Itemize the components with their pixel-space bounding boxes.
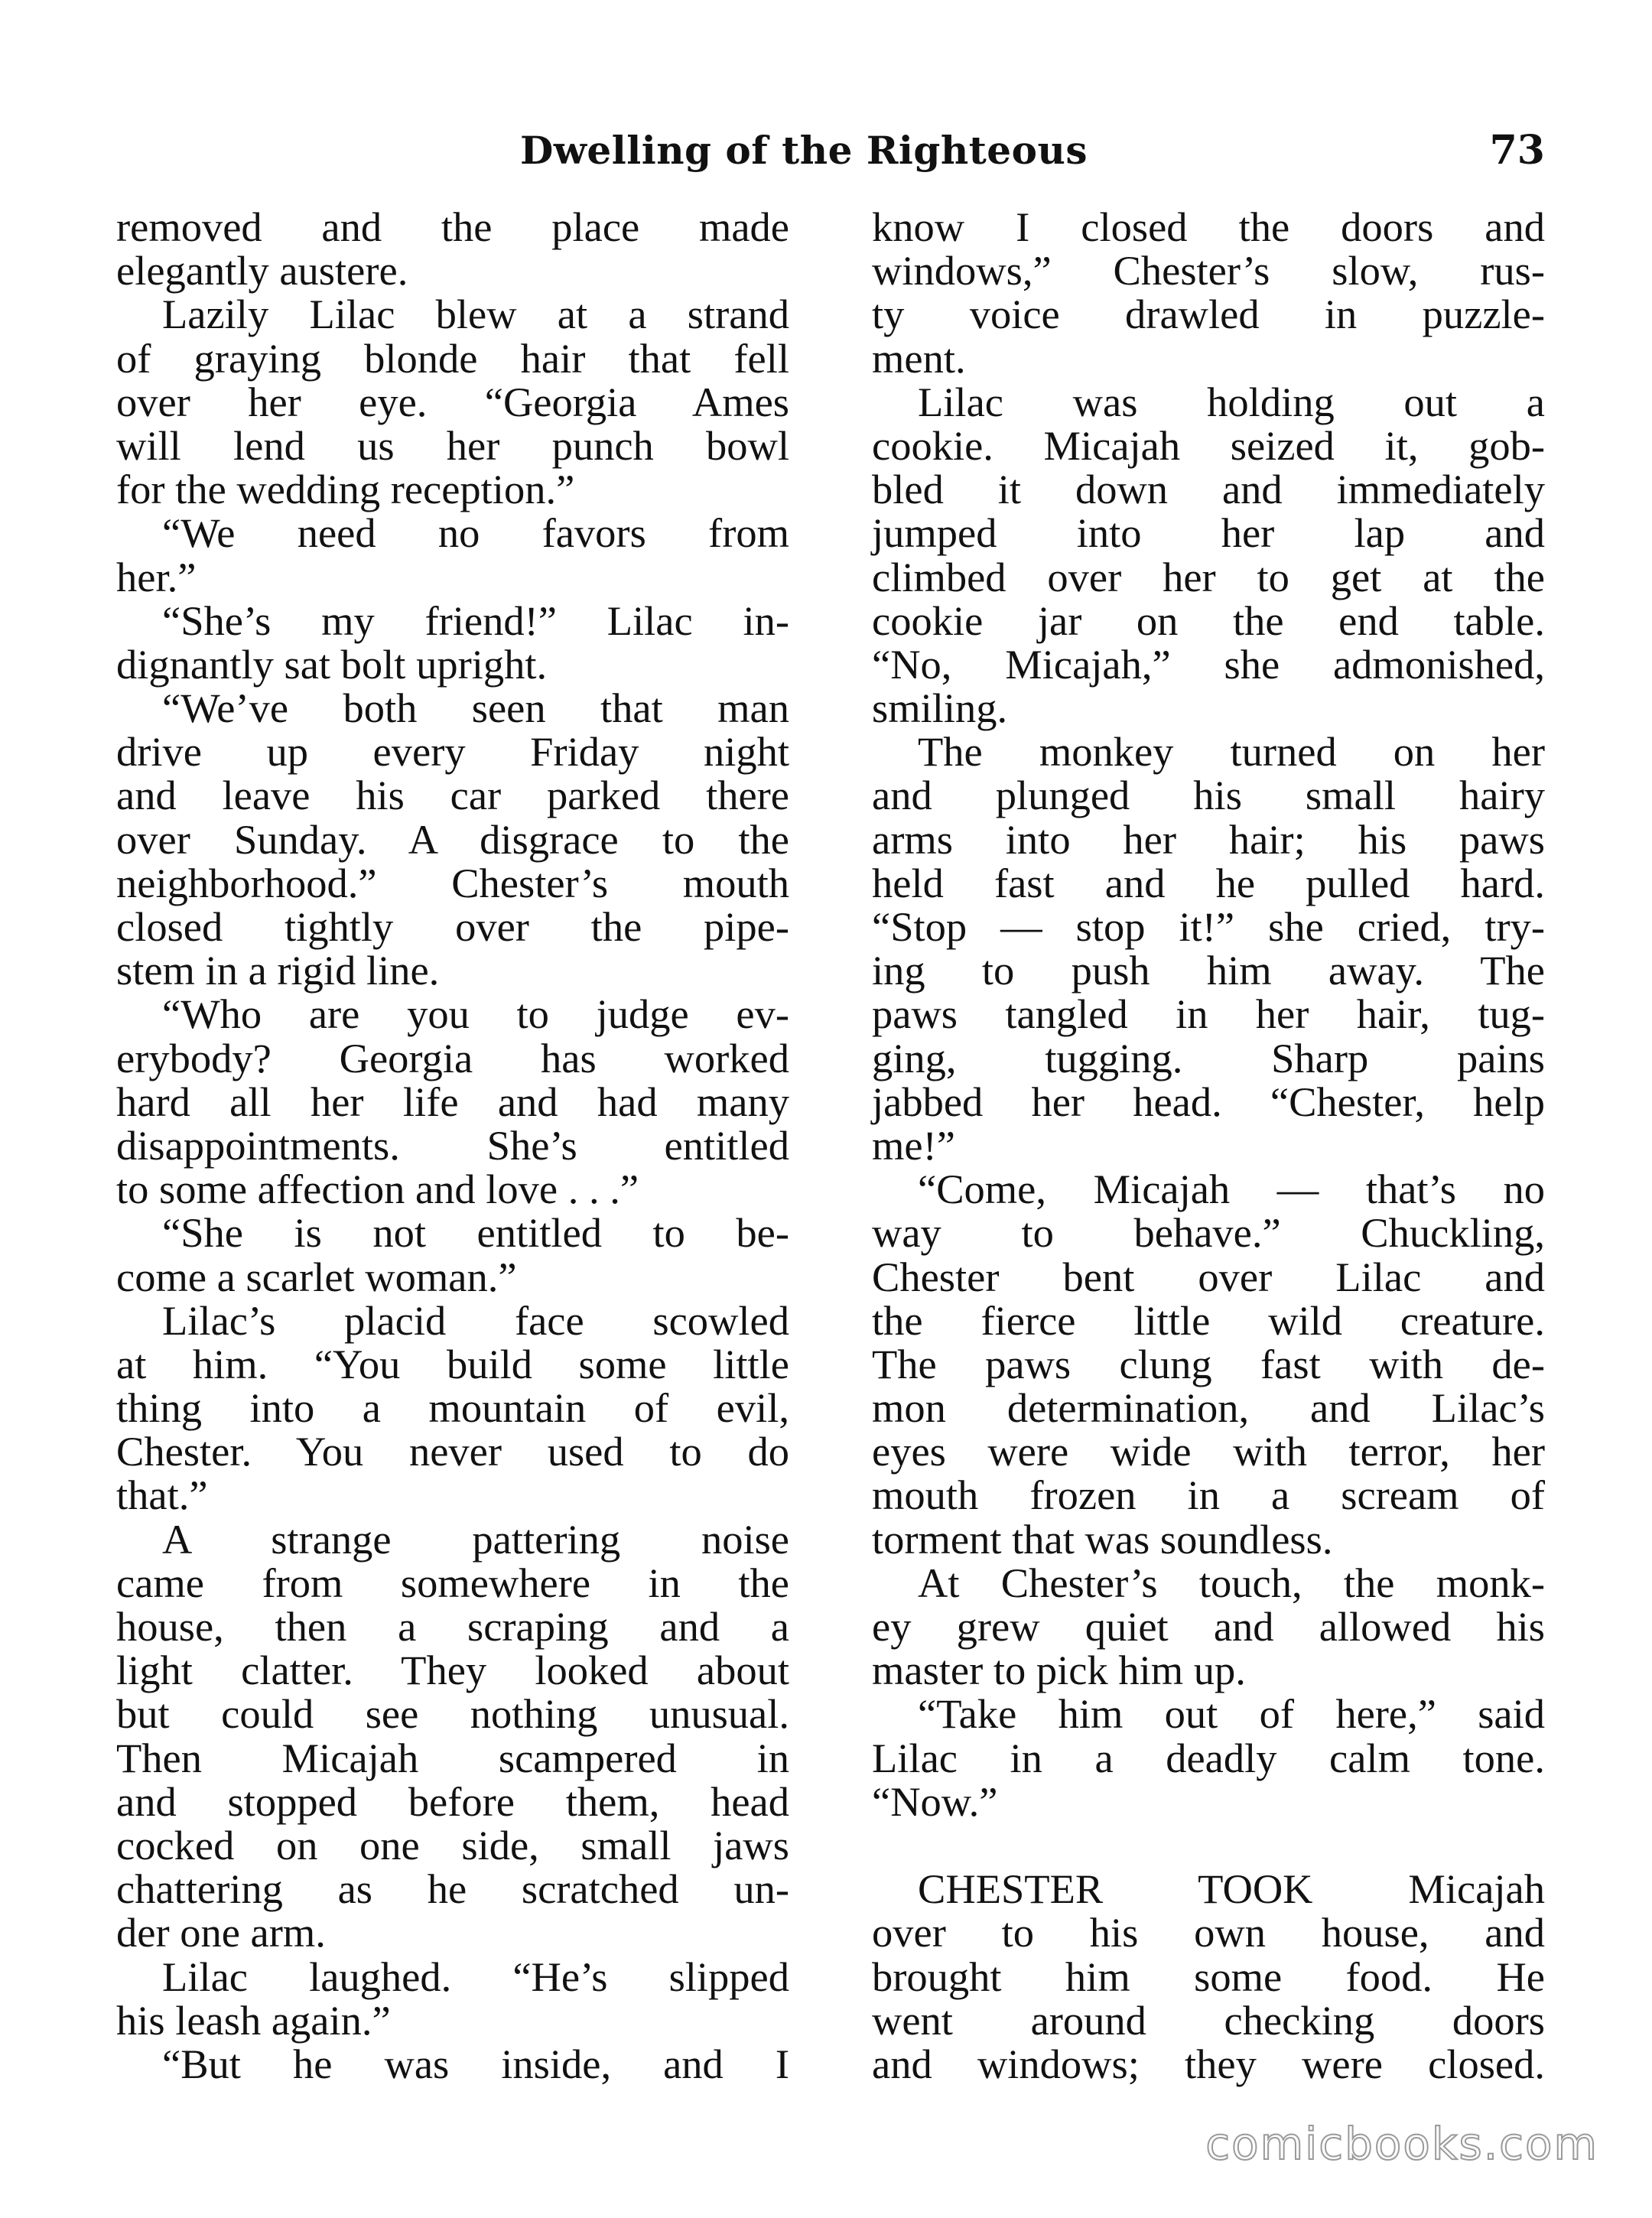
text-line: held fast and he pulled hard. <box>872 859 1545 906</box>
text-line: ging, tugging. Sharp pains <box>872 1034 1545 1081</box>
text-line: chattering as he scratched un- <box>116 1865 789 1913</box>
text-line: master to pick him up. <box>872 1647 1246 1694</box>
right-column <box>872 205 1545 2086</box>
text-line: that.” <box>116 1472 208 1519</box>
watermark: comicbooks.com <box>1205 2118 1598 2170</box>
text-line: Lazily Lilac blew at a strand <box>162 291 789 338</box>
running-header <box>115 124 1545 177</box>
text-line: ty voice drawled in puzzle- <box>872 291 1545 338</box>
text-line: drive up every Friday night <box>116 728 789 776</box>
text-line: cocked on one side, small jaws <box>116 1821 789 1868</box>
text-line: “She is not entitled to be- <box>162 1209 789 1257</box>
text-line: her.” <box>116 553 197 600</box>
text-line: over her eye. “Georgia Ames <box>116 378 789 425</box>
text-line: torment that was soundless. <box>872 1515 1333 1563</box>
text-line: went around checking doors <box>872 1996 1545 2044</box>
text-line: to some affection and love . . .” <box>116 1166 639 1213</box>
text-line: The monkey turned on her <box>918 728 1545 776</box>
text-line: will lend us her punch bowl <box>116 421 789 469</box>
running-title: Dwelling of the Righteous <box>520 128 1088 173</box>
text-line: ey grew quiet and allowed his <box>872 1603 1545 1650</box>
text-line: ment. <box>872 334 966 382</box>
text-line: come a scarlet woman.” <box>116 1253 517 1300</box>
text-line: “Take him out of here,” said <box>918 1690 1545 1738</box>
text-line: arms into her hair; his paws <box>872 815 1545 863</box>
text-line: the fierce little wild creature. <box>872 1296 1545 1344</box>
text-line: Then Micajah scampered in <box>116 1734 789 1781</box>
text-line: Lilac’s placid face scowled <box>162 1296 789 1344</box>
text-line: of graying blonde hair that fell <box>116 334 789 382</box>
text-line: cookie jar on the end table. <box>872 597 1545 644</box>
text-line: light clatter. They looked about <box>116 1647 789 1694</box>
text-line: eyes were wide with terror, her <box>872 1428 1545 1475</box>
text-line: and windows; they were closed. <box>872 2040 1545 2087</box>
text-line: know I closed the doors and <box>872 203 1545 250</box>
text-line: The paws clung fast with de- <box>872 1340 1545 1387</box>
text-line: erybody? Georgia has worked <box>116 1034 789 1081</box>
text-line: his leash again.” <box>116 1996 391 2044</box>
text-line: closed tightly over the pipe- <box>116 903 789 950</box>
text-line: paws tangled in her hair, tug- <box>872 990 1545 1038</box>
text-line: elegantly austere. <box>116 247 408 294</box>
text-line: over Sunday. A disgrace to the <box>116 815 789 863</box>
text-line: “Now.” <box>872 1777 998 1825</box>
text-line: “No, Micajah,” she admonished, <box>872 640 1545 688</box>
text-line: smiling. <box>872 685 1008 732</box>
text-line: over to his own house, and <box>872 1909 1545 1956</box>
text-line: “She’s my friend!” Lilac in- <box>162 597 789 644</box>
text-line: way to behave.” Chuckling, <box>872 1209 1545 1257</box>
text-line: der one arm. <box>116 1909 326 1956</box>
text-line: bled it down and immediately <box>872 466 1545 513</box>
text-line: “But he was inside, and I <box>162 2040 789 2087</box>
page-number: 73 <box>1489 127 1545 174</box>
text-line: at him. “You build some little <box>116 1340 789 1387</box>
text-line: mon determination, and Lilac’s <box>872 1384 1545 1432</box>
text-line: At Chester’s touch, the monk- <box>918 1559 1545 1606</box>
text-line: jabbed her head. “Chester, help <box>872 1078 1545 1125</box>
text-line: Chester. You never used to do <box>116 1428 789 1475</box>
text-line: Chester bent over Lilac and <box>872 1253 1545 1300</box>
text-line: removed and the place made <box>116 203 789 250</box>
text-line: came from somewhere in the <box>116 1559 789 1606</box>
text-line: windows,” Chester’s slow, rus- <box>872 247 1545 294</box>
text-line: mouth frozen in a scream of <box>872 1472 1545 1519</box>
text-line: jumped into her lap and <box>872 509 1545 557</box>
text-line: cookie. Micajah seized it, gob- <box>872 421 1545 469</box>
text-line: ing to push him away. The <box>872 947 1545 994</box>
text-line: hard all her life and had many <box>116 1078 789 1125</box>
text-line: brought him some food. He <box>872 1953 1545 2000</box>
text-line: thing into a mountain of evil, <box>116 1384 789 1432</box>
text-line: house, then a scraping and a <box>116 1603 789 1650</box>
text-line: for the wedding reception.” <box>116 466 575 513</box>
text-line: Lilac was holding out a <box>918 378 1545 425</box>
section-break <box>872 1823 1545 1867</box>
text-line: neighborhood.” Chester’s mouth <box>116 859 789 906</box>
text-line: “Who are you to judge ev- <box>162 990 789 1038</box>
text-line: “Stop — stop it!” she cried, try- <box>872 903 1545 950</box>
text-line: Lilac in a deadly calm tone. <box>872 1734 1545 1781</box>
text-line: climbed over her to get at the <box>872 553 1545 600</box>
text-line: “Come, Micajah — that’s no <box>918 1166 1545 1213</box>
text-line: and leave his car parked there <box>116 772 789 819</box>
text-line: CHESTER TOOK Micajah <box>918 1865 1545 1913</box>
left-column <box>116 205 789 2086</box>
text-line: “We’ve both seen that man <box>162 685 789 732</box>
text-line: and plunged his small hairy <box>872 772 1545 819</box>
text-line: disappointments. She’s entitled <box>116 1121 789 1169</box>
text-line: and stopped before them, head <box>116 1777 789 1825</box>
text-line: but could see nothing unusual. <box>116 1690 789 1738</box>
text-line: A strange pattering noise <box>162 1515 789 1563</box>
text-line: dignantly sat bolt upright. <box>116 640 548 688</box>
text-line: Lilac laughed. “He’s slipped <box>162 1953 789 2000</box>
text-line: stem in a rigid line. <box>116 947 440 994</box>
text-line: “We need no favors from <box>162 509 789 557</box>
text-line: me!” <box>872 1121 955 1169</box>
